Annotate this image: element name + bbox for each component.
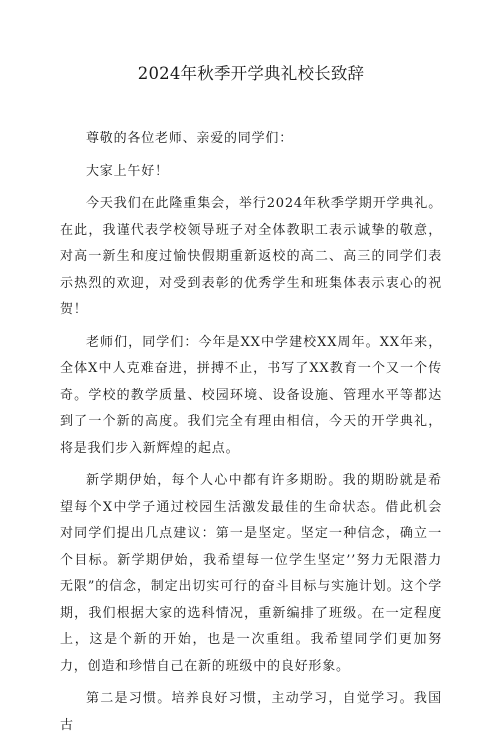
greeting-paragraph: 大家上午好！ [86,163,169,179]
body-paragraph-3: 新学期伊始，每个人心中都有许多期盼。我的期盼就是希望每个X中学子通过校园生活激发最佳的生命状态。借此机会对同学们提出几点建议：第一是坚定。坚定一种信念，确立一个目标。新学期伊始，我希望每一位学生坚定’’努力无限潜力无限”的信念，制定出切实可行的奋斗目标与实施计划。这个学期，我们根据大家的选科情况，重新编排了班级。在一定程度上，这是个新的开始，也是一次重组。我希望同学们更加努力，创造和珍惜自己在新的班级中的良好形象。 [60,473,442,674]
body-paragraph-2: 老师们，同学们：今年是XX中学建校XX周年。XX年来，全体X中人克难奋进，拼搏不止，书写了XX教育一个又一个传奇。学校的教学质量、校园环境、设备设施、管理水平等都达到了一个新的高度。我们完全有理由相信，今天的开学典礼，将是我们步入新辉煌的起点。 [60,334,442,456]
document-title: 2024年秋季开学典礼校长致辞 [137,64,365,83]
body-paragraph-4: 第二是习惯。培养良好习惯，主动学习，自觉学习。我国古 [60,691,442,733]
salutation-paragraph: 尊敬的各位老师、亲爱的同学们： [86,131,294,146]
body-paragraph-1: 今天我们在此隆重集会，举行2024年秋季学期开学典礼。在此，我谨代表学校领导班子对全体教职工表示诚挚的敬意，对高一新生和度过愉快假期重新返校的高二、高三的同学们表示热烈的欢迎，对受到表彰的优秀学生和班集体表示衷心的祝贺！ [60,196,442,317]
